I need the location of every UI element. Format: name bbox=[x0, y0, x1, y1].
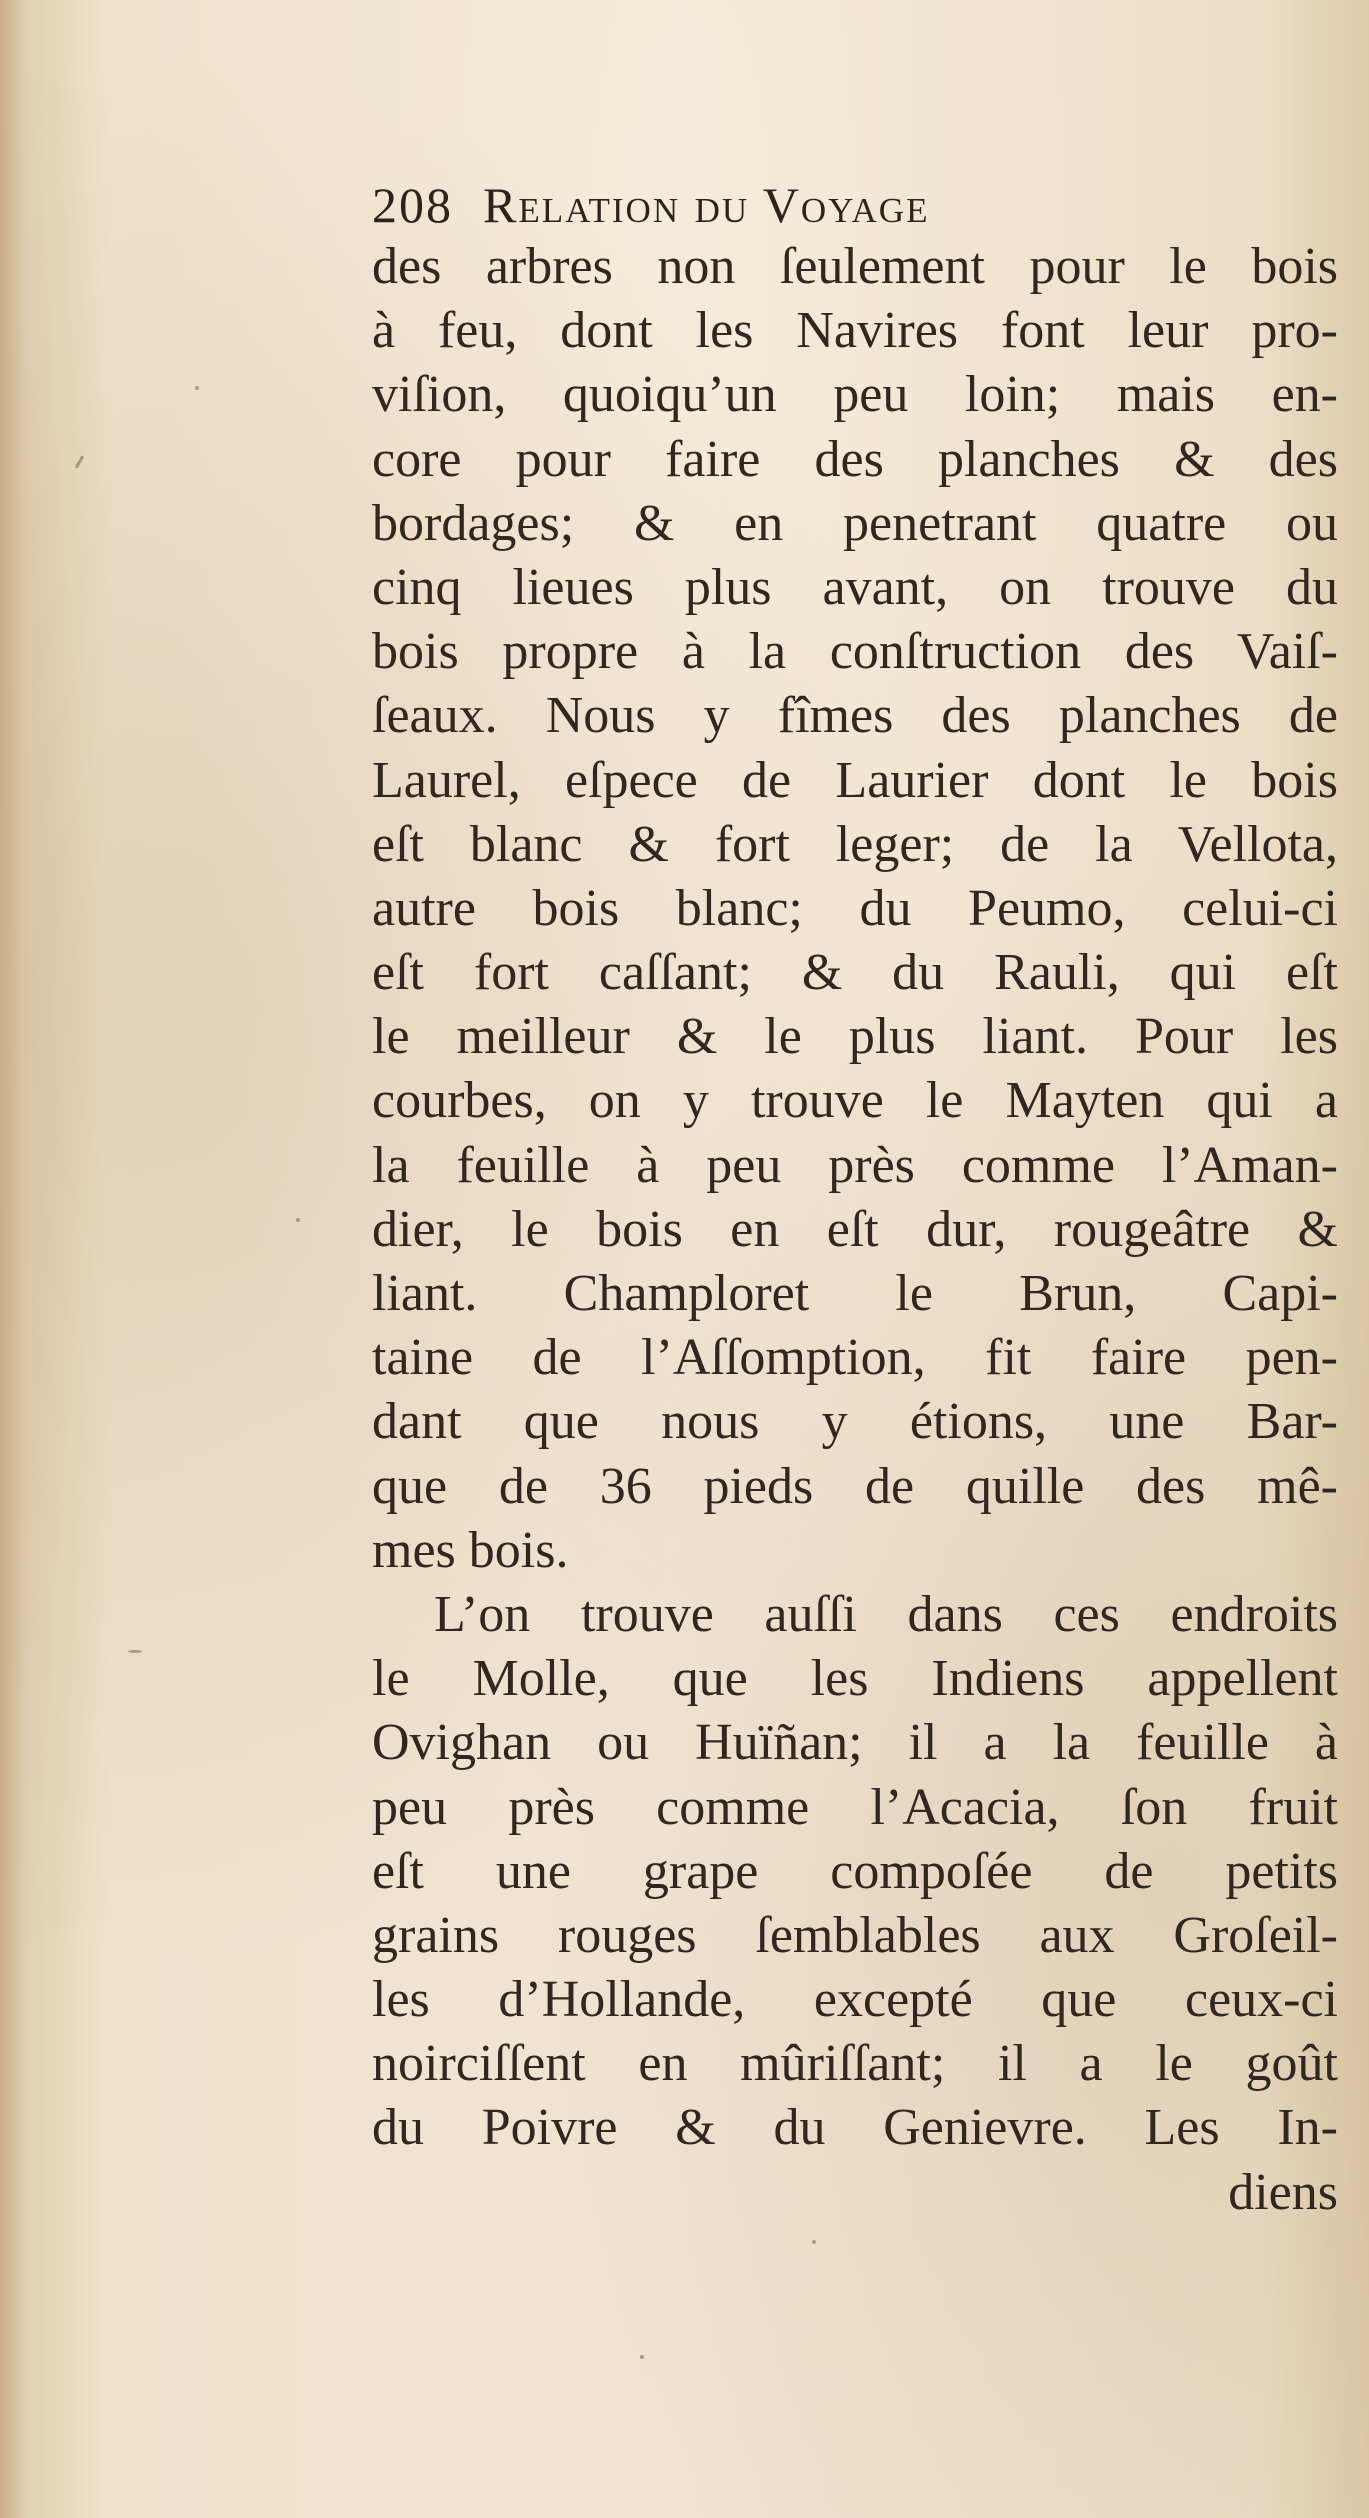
text-line: le meilleur & le plus liant. Pour les bbox=[372, 1008, 1338, 1066]
text-line: le Molle, que les Indiens appellent bbox=[372, 1650, 1338, 1708]
text-line: bordages; & en penetrant quatre ou bbox=[372, 494, 1338, 552]
text-line: dier, le bois en eſt dur, rougeâtre & bbox=[372, 1200, 1338, 1258]
paper-speck bbox=[128, 1650, 142, 1653]
text-line: autre bois blanc; du Peumo, celui-ci bbox=[372, 879, 1338, 937]
text-line: Ovighan ou Huïñan; il a la feuille à bbox=[372, 1714, 1338, 1772]
text-line: ſeaux. Nous y fîmes des planches de bbox=[372, 687, 1338, 745]
paper-speck bbox=[296, 1218, 300, 1222]
body-text bbox=[372, 235, 1338, 2225]
text-line: les d’Hollande, excepté que ceux-ci bbox=[372, 1971, 1338, 2029]
text-line: cinq lieues plus avant, on trouve du bbox=[372, 558, 1338, 616]
page-spine-shadow bbox=[0, 0, 26, 2518]
text-line: L’on trouve auſſi dans ces endroits bbox=[434, 1585, 1338, 1643]
running-title: Relation du Voyage bbox=[483, 177, 930, 233]
text-line: eſt une grape compoſée de petits bbox=[372, 1842, 1338, 1900]
text-line: que de 36 pieds de quille des mê- bbox=[372, 1457, 1338, 1515]
text-line: viſion, quoiqu’un peu loin; mais en- bbox=[372, 366, 1338, 424]
text-line: Laurel, eſpece de Laurier dont le bois bbox=[372, 751, 1338, 809]
text-line: dant que nous y étions, une Bar- bbox=[372, 1393, 1338, 1451]
text-line: peu près comme l’Acacia, ſon fruit bbox=[372, 1778, 1338, 1836]
text-line: grains rouges ſemblables aux Groſeil- bbox=[372, 1906, 1338, 1964]
text-line: core pour faire des planches & des bbox=[372, 430, 1338, 488]
text-line: du Poivre & du Genievre. Les In- bbox=[372, 2099, 1338, 2157]
text-line: liant. Champloret le Brun, Capi- bbox=[372, 1265, 1338, 1322]
running-head bbox=[372, 175, 1338, 235]
paper-speck bbox=[75, 455, 85, 469]
text-line: la feuille à peu près comme l’Aman- bbox=[372, 1136, 1338, 1194]
text-line: à feu, dont les Navires font leur pro- bbox=[372, 302, 1338, 360]
text-line: courbes, on y trouve le Mayten qui a bbox=[372, 1072, 1338, 1130]
text-line: noirciſſent en mûriſſant; il a le goût bbox=[372, 2035, 1338, 2093]
paper-speck bbox=[640, 2355, 644, 2359]
catchword: diens bbox=[1228, 2163, 1338, 2221]
paper-speck bbox=[195, 386, 199, 390]
text-line: eſt blanc & fort leger; de la Vellota, bbox=[372, 815, 1338, 873]
page-number: 208 bbox=[372, 177, 453, 233]
text-line: mes bois. bbox=[372, 1521, 569, 1579]
paper-speck bbox=[812, 2240, 816, 2244]
text-line: bois propre à la conſtruction des Vaiſ- bbox=[372, 623, 1338, 681]
text-line: eſt fort caſſant; & du Rauli, qui eſt bbox=[372, 944, 1338, 1002]
text-line: taine de l’Aſſomption, fit faire pen- bbox=[372, 1329, 1338, 1387]
text-line: des arbres non ſeulement pour le bois bbox=[372, 238, 1338, 295]
text-block bbox=[372, 175, 1338, 2225]
